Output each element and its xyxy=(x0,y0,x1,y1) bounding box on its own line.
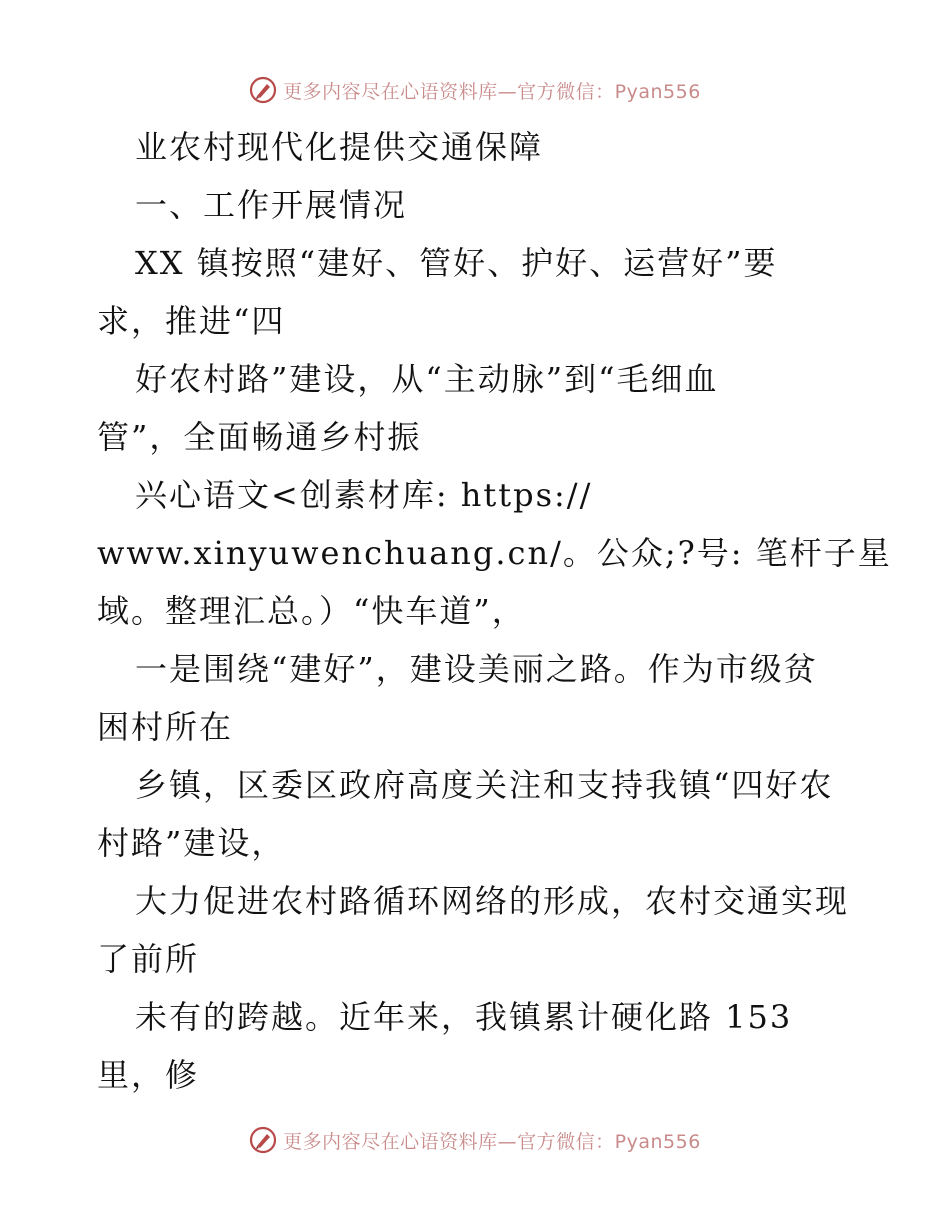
text-line: 里，修 xyxy=(97,1056,200,1094)
text-line: 域。整理汇总。）“快车道”， xyxy=(97,592,526,630)
text-line: 好农村路”建设，从“主动脉”到“毛细血 xyxy=(135,360,719,398)
text-line: 村路”建设， xyxy=(97,824,286,862)
text-line: 兴心语文<创素材库: https:// xyxy=(135,476,593,514)
header-watermark xyxy=(0,70,950,110)
text-line: XX 镇按照“建好、管好、护好、运营好”要 xyxy=(135,244,778,282)
text-line: 乡镇，区委区政府高度关注和支持我镇“四好农 xyxy=(135,766,834,804)
text-line: www.xinyuwenchuang.cn/。公众;?号: 笔杆子星 xyxy=(97,534,892,572)
watermark-text: 更多内容尽在心语资料库—官方微信：Pyan556 xyxy=(283,80,701,103)
text-line: 了前所 xyxy=(97,940,200,978)
text-line: 求，推进“四 xyxy=(97,302,286,340)
pen-logo-icon xyxy=(249,76,277,104)
section-heading: 一、工作开展情况 xyxy=(135,186,408,224)
text-line: 管”，全面畅通乡村振 xyxy=(97,418,422,456)
text-line: 未有的跨越。近年来，我镇累计硬化路 153 xyxy=(135,998,793,1036)
text-line: 大力促进农村路循环网络的形成，农村交通实现 xyxy=(135,882,850,920)
text-line: 一是围绕“建好”，建设美丽之路。作为市级贫 xyxy=(135,650,818,688)
footer-watermark xyxy=(0,1120,950,1160)
text-line: 困村所在 xyxy=(97,708,234,746)
watermark-text: 更多内容尽在心语资料库—官方微信：Pyan556 xyxy=(283,1130,701,1153)
pen-logo-icon xyxy=(249,1126,277,1154)
text-line: 业农村现代化提供交通保障 xyxy=(135,128,544,166)
